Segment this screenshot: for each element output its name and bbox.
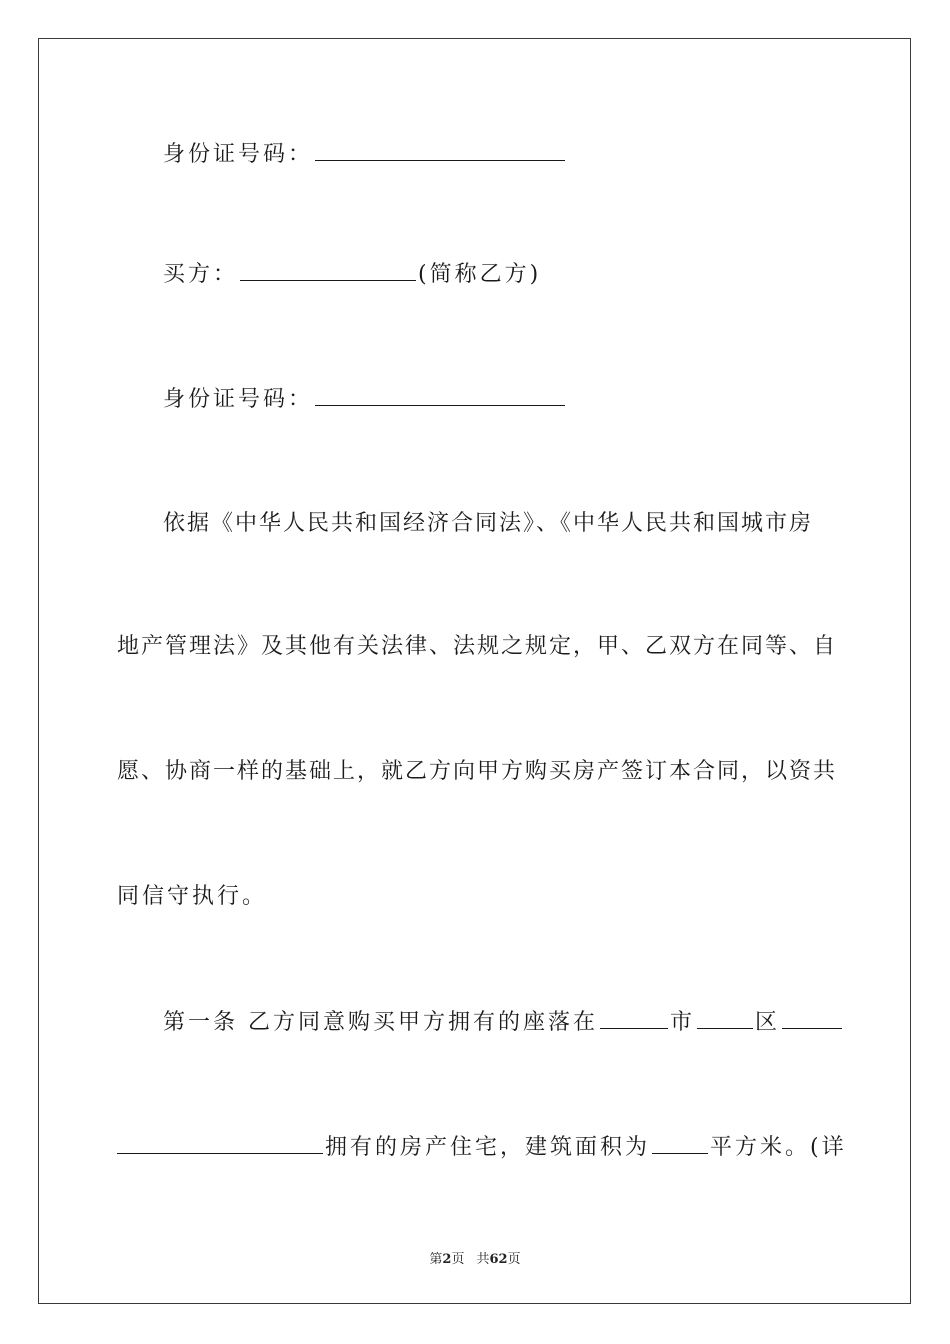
id-number-label: 身份证号码： (163, 387, 314, 412)
buyer-label: 买方： (163, 262, 239, 287)
id-number-blank (315, 140, 565, 161)
buyer-blank (240, 260, 416, 281)
city-label: 市 (670, 1010, 696, 1035)
id-number-blank (315, 385, 565, 406)
owned-text: 拥有的房产住宅，建筑面积为 (325, 1135, 651, 1160)
area-unit: 平方米。(详 (710, 1135, 847, 1160)
paragraph-line-4: 同信守执行。 (117, 884, 268, 909)
article-1-line-1 (163, 1008, 844, 1037)
buyer-line (163, 260, 541, 289)
page-suffix: 页 (451, 1252, 465, 1267)
owner-blank (117, 1133, 323, 1154)
seller-id-line (163, 140, 567, 169)
total-prefix: 共 (476, 1252, 490, 1267)
page-total: 62 (489, 1252, 508, 1267)
id-number-label: 身份证号码： (163, 142, 314, 167)
total-suffix: 页 (507, 1252, 521, 1267)
page-border (38, 38, 911, 1304)
district-label: 区 (755, 1010, 781, 1035)
article-1-text: 第一条 乙方同意购买甲方拥有的座落在 (163, 1010, 598, 1035)
buyer-note: (简称乙方) (418, 262, 542, 287)
buyer-id-line (163, 385, 567, 414)
paragraph-line-3: 愿、协商一样的基础上，就乙方向甲方购买房产签订本合同，以资共 (117, 759, 838, 784)
paragraph-line-1: 依据《中华人民共和国经济合同法》、《中华人民共和国城市房 (163, 511, 814, 536)
city-blank (600, 1008, 668, 1029)
page-current: 2 (442, 1252, 452, 1267)
address-blank (782, 1008, 842, 1029)
page-footer (0, 1248, 950, 1267)
area-blank (652, 1133, 708, 1154)
paragraph-line-2: 地产管理法》及其他有关法律、法规之规定，甲、乙双方在同等、自 (117, 634, 838, 659)
article-1-line-2 (117, 1133, 847, 1162)
district-blank-1 (697, 1008, 753, 1029)
page-prefix: 第 (429, 1252, 443, 1267)
